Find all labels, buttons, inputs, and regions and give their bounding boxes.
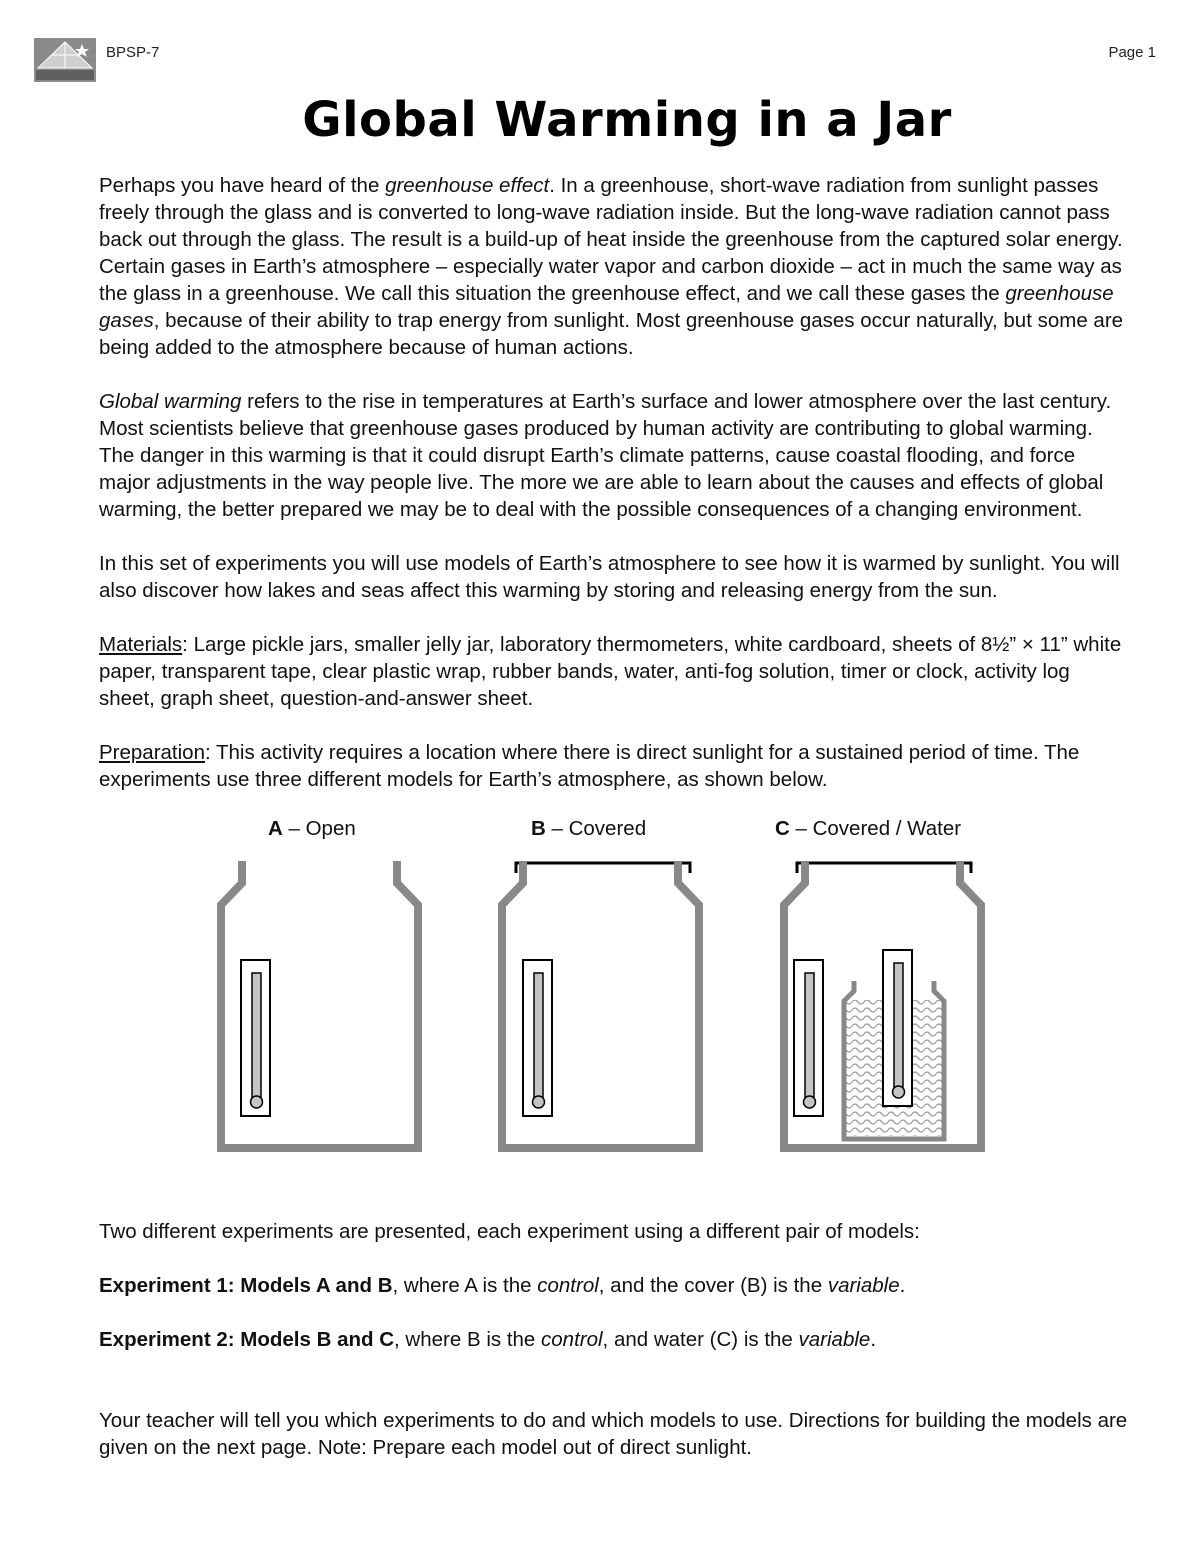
jar-diagrams — [0, 813, 1030, 1193]
jar-c-covered-water — [784, 861, 981, 1148]
model-caption: – Covered / Water — [789, 817, 962, 840]
planetarium-logo — [34, 38, 96, 82]
thermometer-icon — [523, 960, 552, 1116]
experiment-1-line — [99, 1272, 1129, 1299]
page-header — [0, 0, 1200, 90]
preparation-text: : This activity requires a location where there is direct sunlight for a sustained period of time. The experiments use three different models for Earth’s atmosphere, as shown below. — [99, 741, 1080, 791]
text-run: , because of their ability to trap energy from sunlight. Most greenhouse gases occur naturally, but some are being added to the atmosphere because of human actions. — [99, 309, 1124, 359]
term-greenhouse-effect: greenhouse effect — [385, 174, 550, 197]
experiment-2-label: Experiment 2: Models B and C — [99, 1328, 395, 1351]
term-global-warming: Global warming — [99, 390, 242, 413]
text-run: Perhaps you have heard of the — [99, 174, 386, 197]
jar-models-figure — [0, 813, 1030, 1193]
thermometer-icon — [794, 960, 823, 1116]
experiments-intro-paragraph: In this set of experiments you will use models of Earth’s atmosphere to see how it is warmed by sunlight. You will also discover how lakes and seas affect this warming by storing and releasing energy from the sun. — [99, 552, 1120, 602]
term-variable: variable — [798, 1328, 871, 1351]
term-variable: variable — [827, 1274, 900, 1297]
text-run: . — [899, 1274, 906, 1297]
jar-b-covered — [502, 861, 699, 1148]
model-caption: – Covered — [545, 817, 647, 840]
text-run: , and water (C) is the — [602, 1328, 799, 1351]
experiment-1-label: Experiment 1: Models A and B — [99, 1274, 393, 1297]
preparation-label: Preparation — [99, 741, 205, 764]
text-run: refers to the rise in temperatures at Earth’s surface and lower atmosphere over the last century. Most scientists believe that greenhouse gases produced by human activity are contributing to global warming. The danger in this warming is that it could disrupt Earth’s climate patterns, cause coastal flooding, and force major adjustments in the way people live. The more we are able to learn about the causes and effects of global warming, the better prepared we may be to deal with the possible consequences of a changing environment. — [99, 390, 1112, 521]
two-experiments-paragraph: Two different experiments are presented, each experiment using a different pair of models: — [99, 1220, 920, 1243]
jar-a-open — [221, 861, 418, 1148]
materials-label: Materials — [99, 633, 183, 656]
intro-paragraph — [99, 172, 1129, 361]
model-caption: – Open — [282, 817, 356, 840]
text-run: , where A is the — [392, 1274, 538, 1297]
thermometer-icon — [241, 960, 270, 1116]
term-control: control — [541, 1328, 603, 1351]
text-run: , where B is the — [394, 1328, 542, 1351]
spacer — [99, 1380, 1129, 1407]
thermometer-icon — [883, 950, 912, 1106]
closing-paragraph: Your teacher will tell you which experiments to do and which models to use. Directions for building the models are given on the next page. Note: Prepare each model out of direct sunlight. — [99, 1409, 1128, 1459]
document-body — [99, 172, 1129, 1488]
experiment-2-line — [99, 1326, 1129, 1353]
global-warming-paragraph — [99, 388, 1129, 523]
model-letter: A — [268, 817, 283, 840]
page-number: Page 1 — [1108, 44, 1156, 61]
text-run: . — [870, 1328, 877, 1351]
model-letter: C — [775, 817, 790, 840]
term-control: control — [537, 1274, 599, 1297]
preparation-paragraph — [99, 739, 1129, 793]
term-greenhouse-gases: greenhouse gases — [99, 282, 1114, 332]
page-title: Global Warming in a Jar — [302, 92, 952, 148]
text-run: , and the cover (B) is the — [598, 1274, 828, 1297]
materials-text: : Large pickle jars, smaller jelly jar, laboratory thermometers, white cardboard, sheets of 8½” × 11” white paper, transparent tape, clear plastic wrap, rubber bands, water, anti-fog solution, timer or clock, activity log sheet, graph sheet, question-and-answer sheet. — [99, 633, 1122, 710]
model-letter: B — [531, 817, 546, 840]
document-code: BPSP-7 — [106, 44, 160, 61]
materials-paragraph — [99, 631, 1129, 712]
text-run: . In a greenhouse, short-wave radiation from sunlight passes freely through the glass and is converted to long-wave radiation inside. But the long-wave radiation cannot pass back out through the glass. The result is a build-up of heat inside the greenhouse from the captured solar energy. Certain gases in Earth’s atmosphere – especially water vapor and carbon dioxide – act in much the same way as the glass in a greenhouse. We call this situation the greenhouse effect, and we call these gases the — [99, 174, 1123, 305]
